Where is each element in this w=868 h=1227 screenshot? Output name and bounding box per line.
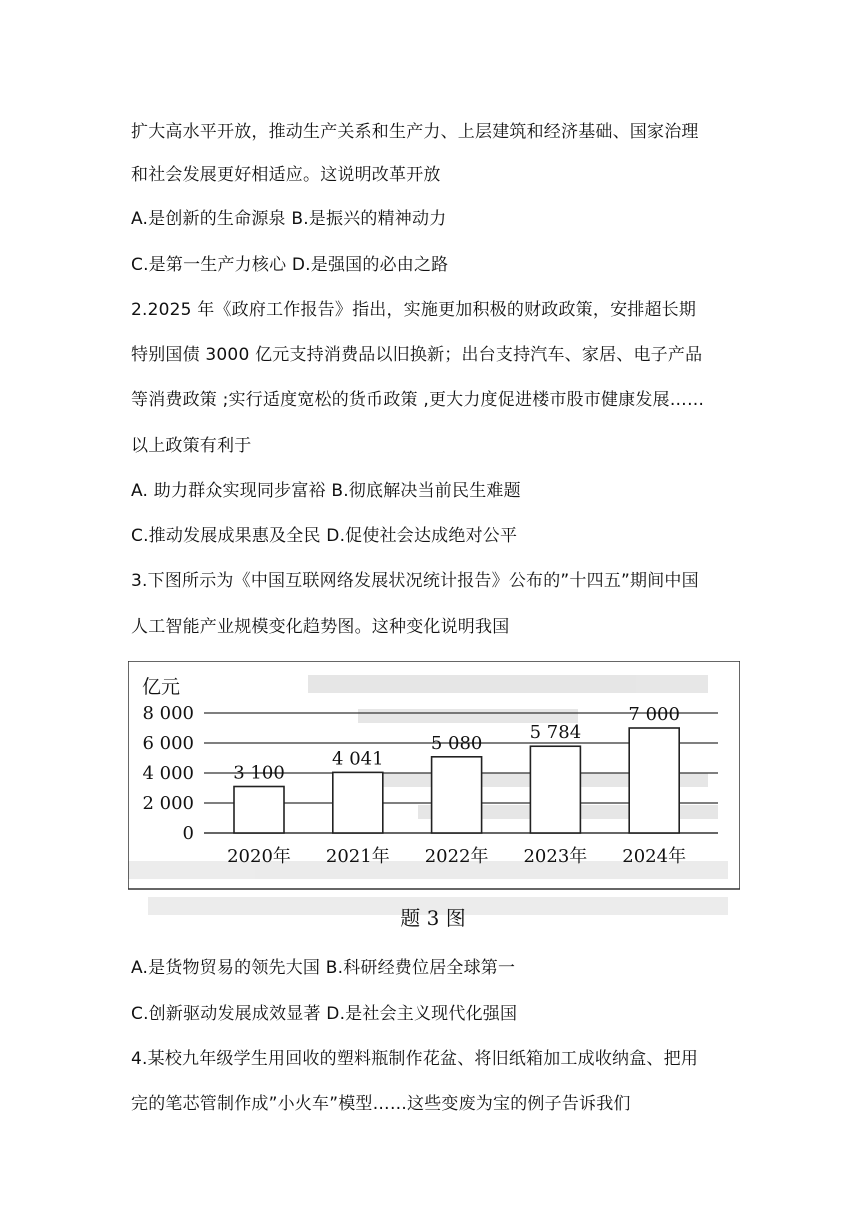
- option-line: A.是货物贸易的领先大国 B.科研经费位居全球第一: [131, 958, 516, 978]
- text-line: 2.2025 年《政府工作报告》指出，实施更加积极的财政政策，安排超长期: [131, 300, 697, 320]
- bar: [530, 746, 580, 833]
- bar: [333, 772, 383, 833]
- text-line: 人工智能产业规模变化趋势图。这种变化说明我国: [131, 617, 510, 637]
- text-line: 以上政策有利于: [131, 436, 252, 456]
- y-tick-label: 4 000: [142, 763, 194, 784]
- bar-chart-figure: [128, 661, 740, 941]
- bar: [432, 757, 482, 833]
- y-tick-label: 8 000: [142, 703, 194, 724]
- text-line: 3.下图所示为《中国互联网络发展状况统计报告》公布的”十四五”期间中国: [131, 571, 699, 591]
- text-line: 和社会发展更好相适应。这说明改革开放: [131, 165, 441, 185]
- y-tick-label: 6 000: [142, 733, 194, 754]
- text-line: 扩大高水平开放，推动生产关系和生产力、上层建筑和经济基础、国家治理: [131, 122, 699, 142]
- text-line: 特别国债 3000 亿元支持消费品以旧换新；出台支持汽车、家居、电子产品: [131, 345, 703, 365]
- bar: [629, 728, 679, 833]
- bar: [234, 787, 284, 834]
- x-tick-label: 2020年: [227, 846, 291, 867]
- y-tick-label: 2 000: [142, 793, 194, 814]
- option-line: C.是第一生产力核心 D.是强国的必由之路: [131, 255, 449, 275]
- bar-value-label: 5 080: [430, 732, 483, 754]
- y-axis-ticks: [142, 703, 194, 844]
- bar-value-label: 3 100: [233, 762, 285, 784]
- option-line: A.是创新的生命源泉 B.是振兴的精神动力: [131, 209, 447, 229]
- bar-chart: [128, 661, 740, 941]
- text-line: 等消费政策 ;实行适度宽松的货币政策 ,更大力度促进楼市股市健康发展……: [131, 390, 705, 410]
- y-tick-label: 0: [182, 823, 194, 844]
- x-tick-label: 2021年: [325, 846, 390, 867]
- bar-value-label: 4 041: [332, 748, 384, 770]
- option-line: A. 助力群众实现同步富裕 B.彻底解决当前民生难题: [131, 481, 521, 501]
- figure-caption: 题 3 图: [400, 906, 466, 930]
- option-line: C.创新驱动发展成效显著 D.是社会主义现代化强国: [131, 1004, 518, 1024]
- bar-value-label: 7 000: [628, 704, 680, 725]
- x-tick-label: 2023年: [523, 846, 588, 867]
- y-axis-unit-label: 亿元: [142, 676, 181, 698]
- x-tick-label: 2024年: [622, 846, 687, 867]
- text-line: 完的笔芯管制作成”小火车”模型……这些变废为宝的例子告诉我们: [131, 1094, 631, 1114]
- x-tick-label: 2022年: [424, 846, 489, 867]
- bar-value-label: 5 784: [529, 722, 582, 744]
- text-line: 4.某校九年级学生用回收的塑料瓶制作花盆、将旧纸箱加工成收纳盒、把用: [131, 1049, 699, 1069]
- option-line: C.推动发展成果惠及全民 D.促使社会达成绝对公平: [131, 526, 518, 546]
